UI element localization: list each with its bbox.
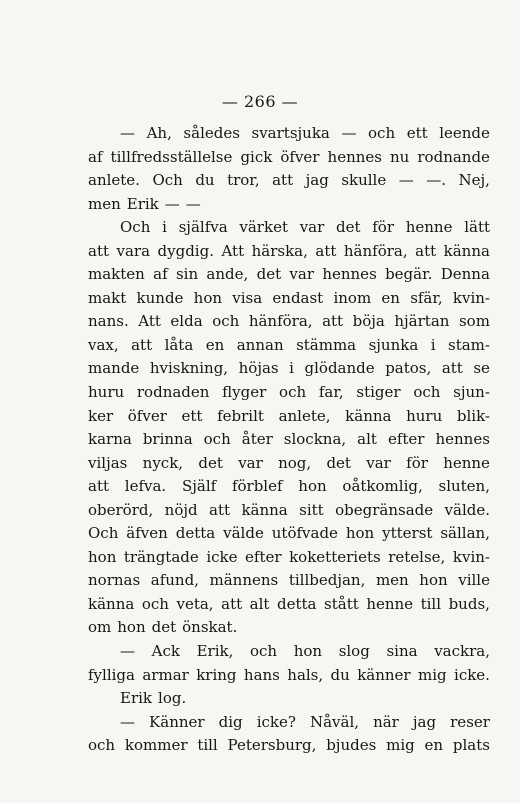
text-line: oberörd, nöjd att känna sitt obegränsade välde. bbox=[88, 500, 490, 519]
text-line: att vara dygdig. Att härska, att hänföra, att känna bbox=[88, 241, 490, 260]
text-line: viljas nyck, det var nog, det var för henne bbox=[88, 453, 490, 472]
text-line: — Ah, således svartsjuka — och ett leende bbox=[120, 124, 490, 142]
text-line: fylliga armar kring hans hals, du känner mig icke. bbox=[88, 665, 490, 684]
text-line: Och i själfva värket var det för henne lätt bbox=[120, 218, 490, 237]
page-number: — 266 — bbox=[221, 92, 299, 111]
text-line: huru rodnaden flyger och far, stiger och sjun- bbox=[88, 383, 490, 402]
text-line: nornas afund, männens tillbedjan, men hon ville bbox=[88, 571, 490, 590]
text-line: men Erik — — bbox=[88, 194, 201, 213]
text-line: att lefva. Själf förblef hon oåtkomlig, sluten, bbox=[88, 477, 490, 496]
text-line: Erik log. bbox=[120, 689, 187, 708]
text-line: anlete. Och du tror, att jag skulle — —. Nej, bbox=[88, 171, 490, 190]
text-line: ker öfver ett febrilt anlete, känna huru blik- bbox=[88, 406, 490, 425]
text-line: vax, att låta en annan stämma sjunka i stam- bbox=[88, 335, 490, 354]
text-line: af tillfredsställelse gick öfver hennes nu rodnande bbox=[88, 147, 490, 166]
text-line: nans. Att elda och hänföra, att böja hjärtan som bbox=[88, 312, 490, 331]
text-line: om hon det önskat. bbox=[88, 618, 238, 637]
text-line: makt kunde hon visa endast inom en sfär, kvin- bbox=[88, 288, 490, 307]
text-line: makten af sin ande, det var hennes begär. Denna bbox=[88, 265, 490, 284]
body-text bbox=[88, 122, 490, 758]
text-line: karna brinna och åter slockna, alt efter hennes bbox=[88, 430, 490, 449]
text-line: Och äfven detta välde utöfvade hon ytterst sällan, bbox=[88, 524, 490, 543]
text-line: hon trängtade icke efter koketteriets retelse, kvin- bbox=[88, 547, 490, 566]
text-line: och kommer till Petersburg, bjudes mig en plats bbox=[88, 736, 490, 755]
text-line: — Känner dig icke? Nåväl, när jag reser bbox=[120, 712, 490, 731]
text-line: mande hviskning, höjas i glödande patos, att se bbox=[88, 359, 490, 378]
text-line: känna och veta, att alt detta stått henne till buds, bbox=[88, 594, 490, 613]
text-line: — Ack Erik, och hon slog sina vackra, bbox=[120, 642, 490, 661]
